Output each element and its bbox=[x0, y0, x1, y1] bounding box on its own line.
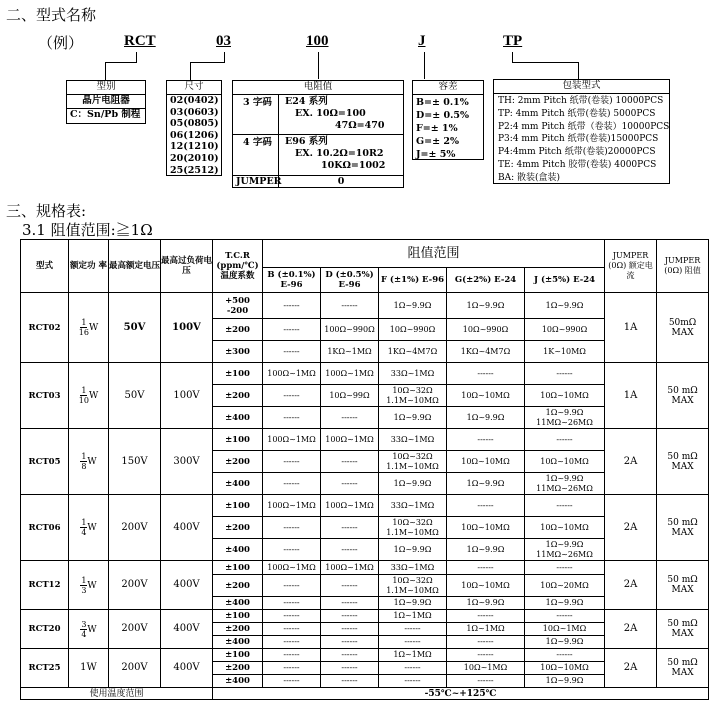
table-row bbox=[21, 429, 709, 451]
hdr-range: 阻值范围 bbox=[263, 240, 605, 268]
range-cell-g: 1Ω~9.9Ω bbox=[447, 597, 525, 610]
range-cell-g: 10Ω~1MΩ bbox=[447, 662, 525, 675]
range-cell-j: 10Ω~10MΩ bbox=[525, 662, 605, 675]
hdr-type: 型式 bbox=[21, 240, 69, 293]
tcr-cell: ±200 bbox=[213, 319, 263, 341]
footer-row bbox=[21, 688, 709, 700]
range-cell-j: 10Ω~10MΩ bbox=[525, 385, 605, 407]
range-cell-d: ------ bbox=[321, 517, 379, 539]
jumper-current: 1A bbox=[605, 293, 657, 363]
table-row bbox=[21, 610, 709, 623]
range-cell-f: 1KΩ~4M7Ω bbox=[379, 341, 447, 363]
range-cell-b: ------ bbox=[263, 675, 321, 688]
tcr-cell: +500 -200 bbox=[213, 293, 263, 319]
example-label: （例） bbox=[38, 34, 84, 52]
model-overload-voltage: 100V bbox=[161, 293, 213, 363]
range-cell-g: 10Ω~10MΩ bbox=[447, 451, 525, 473]
model-max-voltage: 150V bbox=[109, 429, 161, 495]
model-power: $\frac{1}{3}$ W bbox=[69, 561, 109, 610]
jumper-resistance: 50mΩ MAX bbox=[657, 293, 709, 363]
table-row bbox=[21, 363, 709, 385]
tcr-cell: ±100 bbox=[213, 429, 263, 451]
range-cell-j: ------ bbox=[525, 495, 605, 517]
range-cell-d: 100Ω~1MΩ bbox=[321, 495, 379, 517]
range-cell-g: 1Ω~9.9Ω bbox=[447, 293, 525, 319]
hdr-power: 额定功 率 bbox=[69, 240, 109, 293]
range-cell-f: 1Ω~1MΩ bbox=[379, 649, 447, 662]
range-cell-j: ------ bbox=[525, 649, 605, 662]
range-cell-b: 100Ω~1MΩ bbox=[263, 561, 321, 575]
type-box: 型别 晶片电阻器 C：Sn/Pb 制程 bbox=[66, 80, 146, 124]
range-cell-f: 10Ω~990Ω bbox=[379, 319, 447, 341]
range-cell-f: 1Ω~9.9Ω bbox=[379, 597, 447, 610]
range-cell-b: ------ bbox=[263, 385, 321, 407]
range-cell-f: 10Ω~32Ω 1.1M~10MΩ bbox=[379, 451, 447, 473]
model-max-voltage: 50V bbox=[109, 363, 161, 429]
jumper-resistance: 50 mΩ MAX bbox=[657, 429, 709, 495]
range-cell-g: 1Ω~9.9Ω bbox=[447, 473, 525, 495]
code-type: RCT bbox=[124, 33, 156, 49]
size-box: 尺寸 02(0402) 03(0603) 05(0805) 06(1206) 12(1210) 20(2010) 25(2512) bbox=[166, 80, 222, 176]
jumper-resistance: 50 mΩ MAX bbox=[657, 610, 709, 649]
range-cell-g: 10Ω~10MΩ bbox=[447, 385, 525, 407]
range-cell-b: ------ bbox=[263, 319, 321, 341]
range-cell-j: 10Ω~10MΩ bbox=[525, 517, 605, 539]
table-row bbox=[21, 495, 709, 517]
tcr-cell: ±400 bbox=[213, 597, 263, 610]
range-cell-g: 10Ω~990Ω bbox=[447, 319, 525, 341]
range-cell-d: 100Ω~1MΩ bbox=[321, 429, 379, 451]
tcr-cell: ±200 bbox=[213, 385, 263, 407]
range-cell-f: 1Ω~1MΩ bbox=[379, 610, 447, 623]
tcr-cell: ±100 bbox=[213, 649, 263, 662]
range-cell-f: 10Ω~32Ω 1.1M~10MΩ bbox=[379, 517, 447, 539]
model-power: $\frac{1}{10}$ W bbox=[69, 363, 109, 429]
jumper-resistance: 50 mΩ MAX bbox=[657, 363, 709, 429]
model-max-voltage: 200V bbox=[109, 561, 161, 610]
range-cell-b: ------ bbox=[263, 662, 321, 675]
range-cell-f: 10Ω~32Ω 1.1M~10MΩ bbox=[379, 575, 447, 597]
range-cell-b: 100Ω~1MΩ bbox=[263, 429, 321, 451]
model-max-voltage: 200V bbox=[109, 649, 161, 688]
model-overload-voltage: 400V bbox=[161, 649, 213, 688]
range-cell-d: 100Ω~1MΩ bbox=[321, 363, 379, 385]
tcr-cell: ±200 bbox=[213, 623, 263, 636]
model-overload-voltage: 300V bbox=[161, 429, 213, 495]
model-max-voltage: 200V bbox=[109, 495, 161, 561]
range-cell-g: ------ bbox=[447, 649, 525, 662]
range-cell-f: 1Ω~9.9Ω bbox=[379, 539, 447, 561]
range-cell-b: ------ bbox=[263, 623, 321, 636]
range-cell-g: 1Ω~9.9Ω bbox=[447, 407, 525, 429]
range-cell-d: 1KΩ~1MΩ bbox=[321, 341, 379, 363]
tcr-cell: ±100 bbox=[213, 561, 263, 575]
tcr-cell: ±100 bbox=[213, 610, 263, 623]
footer-label: 使用温度范围 bbox=[21, 688, 213, 700]
range-cell-g: ------ bbox=[447, 495, 525, 517]
hdr-col-d: D (±0.5%) E-96 bbox=[321, 268, 379, 293]
range-cell-d: ------ bbox=[321, 662, 379, 675]
range-cell-b: ------ bbox=[263, 649, 321, 662]
code-tolerance: J bbox=[418, 33, 426, 49]
range-cell-b: ------ bbox=[263, 451, 321, 473]
table-row bbox=[21, 561, 709, 575]
range-cell-b: ------ bbox=[263, 539, 321, 561]
range-cell-b: ------ bbox=[263, 575, 321, 597]
jumper-current: 1A bbox=[605, 363, 657, 429]
code-packaging: TP bbox=[503, 33, 523, 49]
hdr-tcr: T.C.R (ppm/℃) 温度系数 bbox=[213, 240, 263, 293]
range-cell-g: 1Ω~1MΩ bbox=[447, 623, 525, 636]
range-cell-b: ------ bbox=[263, 610, 321, 623]
jumper-current: 2A bbox=[605, 610, 657, 649]
footer-value: -55℃~+125℃ bbox=[213, 688, 709, 700]
range-cell-b: ------ bbox=[263, 636, 321, 649]
tcr-cell: ±200 bbox=[213, 451, 263, 473]
jumper-current: 2A bbox=[605, 495, 657, 561]
range-cell-f: 10Ω~32Ω 1.1M~10MΩ bbox=[379, 385, 447, 407]
range-cell-j: 1K~10MΩ bbox=[525, 341, 605, 363]
tcr-cell: ±200 bbox=[213, 662, 263, 675]
model-power: $\frac{1}{4}$ W bbox=[69, 495, 109, 561]
tcr-cell: ±400 bbox=[213, 473, 263, 495]
range-cell-g: ------ bbox=[447, 636, 525, 649]
hdr-overload: 最高过负荷电压 bbox=[161, 240, 213, 293]
tcr-cell: ±200 bbox=[213, 517, 263, 539]
range-cell-g: ------ bbox=[447, 675, 525, 688]
range-cell-d: 100Ω~1MΩ bbox=[321, 561, 379, 575]
range-cell-d: ------ bbox=[321, 649, 379, 662]
range-cell-j: 1Ω~9.9Ω bbox=[525, 597, 605, 610]
range-cell-d: ------ bbox=[321, 539, 379, 561]
jumper-resistance: 50 mΩ MAX bbox=[657, 561, 709, 610]
range-cell-d: ------ bbox=[321, 293, 379, 319]
range-cell-d: ------ bbox=[321, 407, 379, 429]
range-cell-d: ------ bbox=[321, 610, 379, 623]
model-max-voltage: 50V bbox=[109, 293, 161, 363]
table-row bbox=[21, 293, 709, 319]
range-cell-j: ------ bbox=[525, 363, 605, 385]
hdr-col-g: G(±2%) E-24 bbox=[447, 268, 525, 293]
jumper-current: 2A bbox=[605, 561, 657, 610]
range-cell-d: ------ bbox=[321, 451, 379, 473]
range-cell-f: 1Ω~9.9Ω bbox=[379, 407, 447, 429]
range-cell-f: 33Ω~1MΩ bbox=[379, 495, 447, 517]
range-cell-j: ------ bbox=[525, 610, 605, 623]
hdr-col-b: B (±0.1%) E-96 bbox=[263, 268, 321, 293]
model-power: $\frac{3}{4}$ W bbox=[69, 610, 109, 649]
range-cell-g: ------ bbox=[447, 610, 525, 623]
range-cell-b: 100Ω~1MΩ bbox=[263, 495, 321, 517]
range-cell-f: ------ bbox=[379, 675, 447, 688]
spec-table bbox=[20, 239, 709, 700]
range-cell-g: ------ bbox=[447, 429, 525, 451]
model-name: RCT03 bbox=[21, 363, 69, 429]
table-row bbox=[21, 649, 709, 662]
range-cell-f: 1Ω~9.9Ω bbox=[379, 473, 447, 495]
model-name: RCT02 bbox=[21, 293, 69, 363]
range-cell-j: ------ bbox=[525, 429, 605, 451]
range-cell-g: 10Ω~10MΩ bbox=[447, 575, 525, 597]
range-cell-g: ------ bbox=[447, 561, 525, 575]
code-resistance: 100 bbox=[306, 33, 329, 49]
model-power: 1W bbox=[69, 649, 109, 688]
model-name: RCT12 bbox=[21, 561, 69, 610]
range-cell-b: ------ bbox=[263, 407, 321, 429]
model-overload-voltage: 100V bbox=[161, 363, 213, 429]
hdr-col-j: J (±5%) E-24 bbox=[525, 268, 605, 293]
tolerance-box: 容差 B=± 0.1% D=± 0.5% F=± 1% G=± 2% J=± 5% bbox=[412, 80, 484, 160]
range-cell-j: 1Ω~9.9Ω bbox=[525, 675, 605, 688]
range-cell-j: 10Ω~20MΩ bbox=[525, 575, 605, 597]
range-cell-j: 1Ω~9.9Ω bbox=[525, 636, 605, 649]
range-cell-j: 1Ω~9.9Ω 11MΩ~26MΩ bbox=[525, 539, 605, 561]
range-cell-g: 1Ω~9.9Ω bbox=[447, 539, 525, 561]
range-cell-b: ------ bbox=[263, 341, 321, 363]
range-cell-d: ------ bbox=[321, 675, 379, 688]
range-cell-j: 1Ω~9.9Ω 11MΩ~26MΩ bbox=[525, 473, 605, 495]
hdr-max-voltage: 最高额定电压 bbox=[109, 240, 161, 293]
range-cell-f: ------ bbox=[379, 662, 447, 675]
jumper-current: 2A bbox=[605, 649, 657, 688]
range-cell-g: 1KΩ~4M7Ω bbox=[447, 341, 525, 363]
range-cell-f: ------ bbox=[379, 636, 447, 649]
hdr-col-f: F (±1%) E-96 bbox=[379, 268, 447, 293]
range-cell-b: 100Ω~1MΩ bbox=[263, 363, 321, 385]
range-cell-j: 10Ω~10MΩ bbox=[525, 451, 605, 473]
range-cell-d: ------ bbox=[321, 636, 379, 649]
resistance-box: 电阻值 3 字码 E24 系列 EX. 10Ω=100 47Ω=470 4 字码 E96 系列 EX. 10.2Ω=10R2 10KΩ=1002 JUMPER 0 bbox=[232, 80, 404, 188]
range-cell-d: ------ bbox=[321, 623, 379, 636]
range-cell-d: ------ bbox=[321, 473, 379, 495]
jumper-resistance: 50 mΩ MAX bbox=[657, 495, 709, 561]
tcr-cell: ±100 bbox=[213, 363, 263, 385]
range-cell-b: ------ bbox=[263, 517, 321, 539]
model-overload-voltage: 400V bbox=[161, 610, 213, 649]
model-power: $\frac{1}{16}$ W bbox=[69, 293, 109, 363]
hdr-jumper-res: JUMPER (0Ω) 阻值 bbox=[657, 240, 709, 293]
jumper-current: 2A bbox=[605, 429, 657, 495]
tcr-cell: ±400 bbox=[213, 636, 263, 649]
jumper-resistance: 50 mΩ MAX bbox=[657, 649, 709, 688]
range-cell-j: 10Ω~990Ω bbox=[525, 319, 605, 341]
range-cell-g: 10Ω~10MΩ bbox=[447, 517, 525, 539]
range-cell-d: ------ bbox=[321, 575, 379, 597]
hdr-jumper-current: JUMPER (0Ω) 额定电流 bbox=[605, 240, 657, 293]
model-overload-voltage: 400V bbox=[161, 495, 213, 561]
range-cell-f: 33Ω~1MΩ bbox=[379, 363, 447, 385]
section3-subtitle: 3.1 阻值范围:≧1Ω bbox=[22, 221, 153, 239]
range-cell-g: ------ bbox=[447, 363, 525, 385]
tcr-cell: ±200 bbox=[213, 575, 263, 597]
tcr-cell: ±400 bbox=[213, 539, 263, 561]
model-max-voltage: 200V bbox=[109, 610, 161, 649]
tcr-cell: ±400 bbox=[213, 675, 263, 688]
range-cell-j: 1Ω~9.9Ω 11MΩ~26MΩ bbox=[525, 407, 605, 429]
section2-title: 二、型式名称 bbox=[6, 6, 97, 24]
model-power: $\frac{1}{8}$ W bbox=[69, 429, 109, 495]
range-cell-f: ------ bbox=[379, 623, 447, 636]
tcr-cell: ±400 bbox=[213, 407, 263, 429]
range-cell-d: ------ bbox=[321, 597, 379, 610]
range-cell-j: ------ bbox=[525, 561, 605, 575]
range-cell-b: ------ bbox=[263, 293, 321, 319]
range-cell-j: 10Ω~1MΩ bbox=[525, 623, 605, 636]
range-cell-f: 33Ω~1MΩ bbox=[379, 429, 447, 451]
range-cell-d: 10Ω~99Ω bbox=[321, 385, 379, 407]
range-cell-j: 1Ω~9.9Ω bbox=[525, 293, 605, 319]
model-name: RCT25 bbox=[21, 649, 69, 688]
range-cell-f: 33Ω~1MΩ bbox=[379, 561, 447, 575]
packaging-box: 包装型式 TH: 2mm Pitch 纸带(卷装) 10000PCS TP: 4mm Pitch 纸带(卷装) 5000PCS P2:4 mm Pitch 纸带（卷装）10000PCS P3:4 mm Pitch 纸带(卷装)15000PCS P4:4mm Pitch 纸带(卷装)20000PCS TE: 4mm Pitch 胶带(卷装) 4000PCS BA: 散装(盒装) bbox=[493, 79, 670, 184]
section3-title: 三、规格表: bbox=[6, 202, 87, 220]
model-name: RCT20 bbox=[21, 610, 69, 649]
range-cell-b: ------ bbox=[263, 473, 321, 495]
code-size: 03 bbox=[216, 33, 231, 49]
range-cell-b: ------ bbox=[263, 597, 321, 610]
tcr-cell: ±100 bbox=[213, 495, 263, 517]
range-cell-d: 100Ω~990Ω bbox=[321, 319, 379, 341]
model-overload-voltage: 400V bbox=[161, 561, 213, 610]
model-name: RCT06 bbox=[21, 495, 69, 561]
tcr-cell: ±300 bbox=[213, 341, 263, 363]
model-name: RCT05 bbox=[21, 429, 69, 495]
range-cell-f: 1Ω~9.9Ω bbox=[379, 293, 447, 319]
